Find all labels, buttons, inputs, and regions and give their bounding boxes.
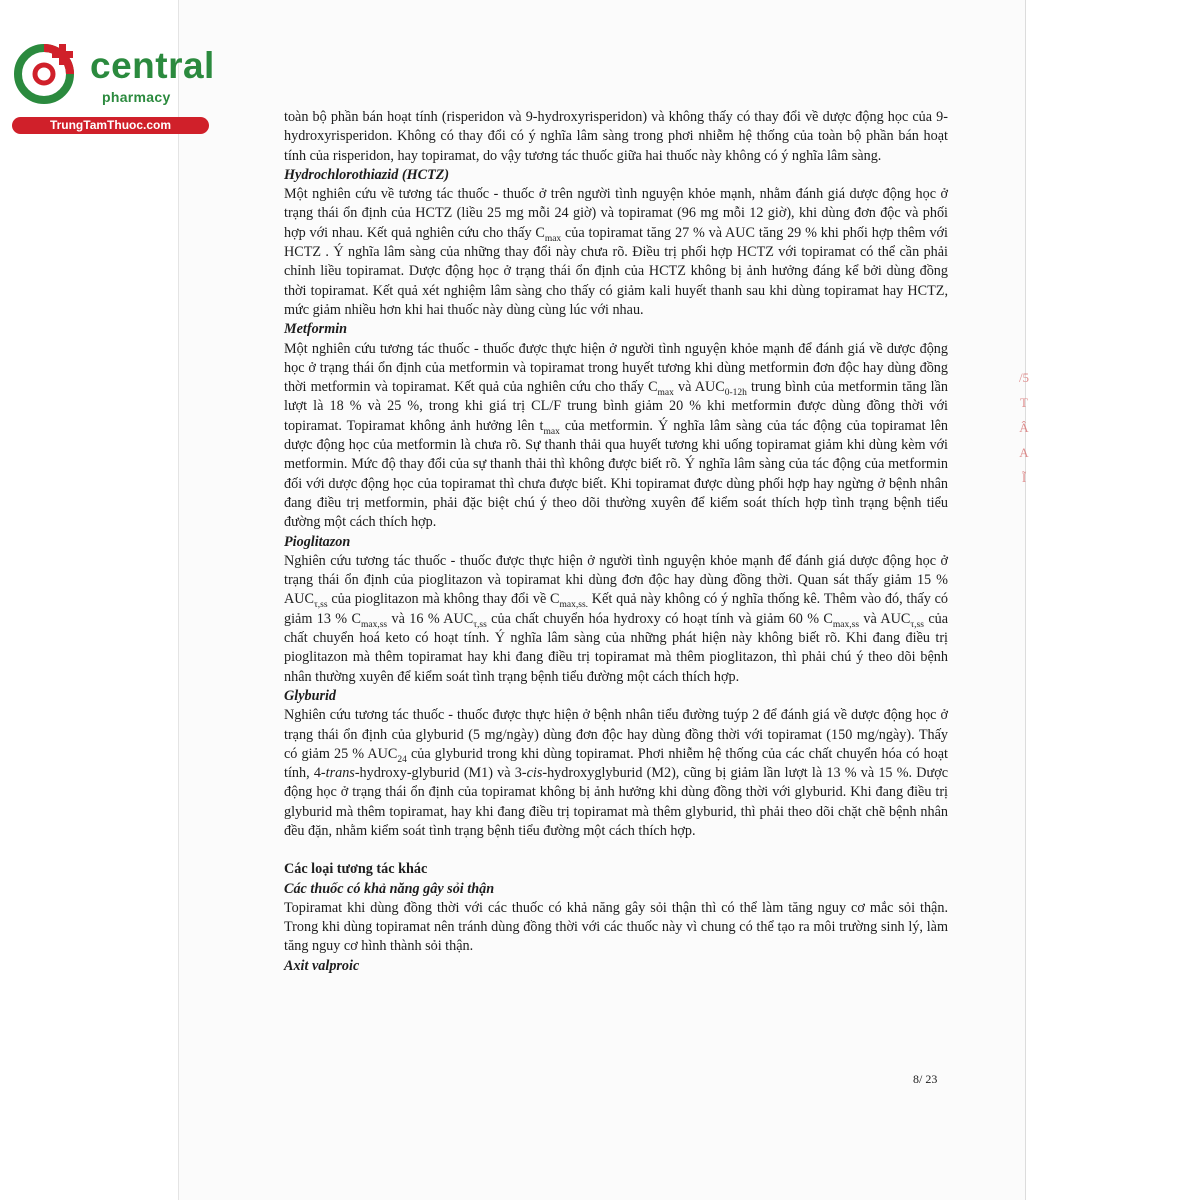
page-number: 8/ 23 <box>913 1072 938 1086</box>
heading-metformin: Metformin <box>284 321 348 338</box>
brand-subtitle: pharmacy <box>102 89 171 105</box>
paragraph-metformin: Một nghiên cứu tương tác thuốc - thuốc được thực hiện ở người tình nguyện khỏe mạnh để đánh giá về dược động học ở trạng thái ổn định của metformin và topiramat trong huyết tương khi dùng metformin đơn độc hay dùng đồng thời metformin và topiramat. Kết quả của nghiên cứu cho thấy $C_{max}$ và $AUC_{0-12h}$ trung bình của metformin tăng lần lượt là 18 % và 25 %, trong khi giá trị CL/F trung bình giảm 20 % khi metformin được dùng đồng thời với topiramat. Topiramat không ảnh hưởng lên $t_{max}$ của metformin. Ý nghĩa lâm sàng của tác động của topiramat lên dược động học của metformin là chưa rõ. Sự thanh thải qua huyết tương khi uống topiramat giảm khi dùng kèm với metformin. Mức độ thay đổi của sự thanh thải thì không được biết rõ. Ý nghĩa lâm sàng của tác động của metformin đối với dược động học của topiramat thì chưa được biết. Khi topiramat được dùng phối hợp hay ngừng ở bệnh nhân đang điều trị metformin, phải đặc biệt chú ý theo dõi thường xuyên để kiểm soát thích hợp tình trạng bệnh tiểu đường một cách thích hợp. <box>284 340 948 531</box>
side-stamp-marks <box>1014 370 1034 495</box>
document-body <box>284 108 948 976</box>
brand-logo[interactable] <box>12 38 217 138</box>
heading-valproic-acid: Axit valproic <box>284 957 360 974</box>
paragraph-intro: toàn bộ phần bán hoạt tính (risperidon và 9-hydroxyrisperidon) và không thấy có thay đổi về dược động học của 9-hydroxyrisperidon. Không có thay đổi có ý nghĩa lâm sàng trong phơi nhiễm hệ thống của toàn bộ phần bán hoạt tính của risperidon, hay topiramat, do vậy tương tác thuốc giữa hai thuốc này không có ý nghĩa lâm sàng. <box>284 109 948 164</box>
paragraph-hctz: Một nghiên cứu về tương tác thuốc - thuốc ở trên người tình nguyện khỏe mạnh, nhằm đánh giá dược động học ở trạng thái ổn định của HCTZ (liều 25 mg mỗi 24 giờ) và topiramat (96 mg mỗi 12 giờ), khi dùng đơn độc và phối hợp với nhau. Kết quả nghiên cứu cho thấy $C_{max}$ của topiramat tăng 27 % và AUC tăng 29 % khi phối hợp thêm với HCTZ . Ý nghĩa lâm sàng của những thay đổi này chưa rõ. Điều trị phối hợp HCTZ với topiramat có thể cần phải chỉnh liều topiramat. Dược động học ở trạng thái ổn định của HCTZ không bị ảnh hưởng đáng kể bởi dùng đồng thời topiramat. Kết quả xét nghiệm lâm sàng cho thấy có giảm kali huyết thanh sau khi dùng topiramat hay HCTZ, mức giảm nhiều hơn khi hai thuốc này dùng cùng lúc với nhau. <box>284 186 948 318</box>
stamp-mark: A <box>1019 445 1029 460</box>
paragraph-pioglitazon: Nghiên cứu tương tác thuốc - thuốc được thực hiện ở người tình nguyện khỏe mạnh để đánh giá dược động học ở trạng thái ổn định của pioglitazon và topiramat khi dùng đơn độc hay dùng đồng thời. Quan sát thấy giảm 15 % $AUC_{\tau,ss}$ của pioglitazon mà không thay đổi về $C_{max,ss.}$ Kết quả này không có ý nghĩa thống kê. Thêm vào đó, thấy có giảm 13 % $C_{max,ss}$ và 16 % $AUC_{\tau,ss}$ của chất chuyển hóa hydroxy có hoạt tính và giảm 60 % $C_{max,ss}$ và $AUC_{\tau,ss}$ của chất chuyển hoá keto có hoạt tính. Ý nghĩa lâm sàng của những phát hiện này không biết rõ. Khi đang điều trị pioglitazon mà thêm topiramat hay khi đang điều trị topiramat mà thêm pioglitazon, thì phải chú ý theo dõi bệnh nhân thường xuyên để kiểm soát tình trạng bệnh tiểu đường một cách thích hợp. <box>284 552 949 685</box>
heading-glyburid: Glyburid <box>284 687 337 704</box>
heading-kidney-stone-drugs: Các thuốc có khả năng gây sỏi thận <box>284 880 495 897</box>
stamp-mark: Â <box>1019 420 1029 435</box>
heading-pioglitazon: Pioglitazon <box>284 533 351 550</box>
paragraph-kidney-stone: Topiramat khi dùng đồng thời với các thuốc có khả năng gây sỏi thận thì có thể làm tăng nguy cơ mắc sỏi thận. Trong khi dùng topiramat nên tránh dùng đồng thời với các thuốc này vì chung có thể tạo ra môi trường sinh lý, làm tăng nguy cơ hình thành sỏi thận. <box>284 899 948 955</box>
heading-other-interactions: Các loại tương tác khác <box>284 861 428 878</box>
stamp-mark: /5 <box>1018 370 1030 385</box>
brand-site-link[interactable]: TrungTamThuoc.com <box>12 117 209 134</box>
brand-name: central <box>90 45 215 86</box>
section-spacer <box>284 841 948 860</box>
stamp-mark: Ĩ <box>1021 470 1027 485</box>
pharmacy-cross-logo-icon <box>12 38 82 108</box>
paragraph-glyburid: Nghiên cứu tương tác thuốc - thuốc được thực hiện ở bệnh nhân tiểu đường tuýp 2 để đánh giá về dược động học ở trạng thái ổn định của glyburid (5 mg/ngày) dùng đơn độc hay dùng đồng thời với topiramat (150 mg/ngày). Thấy có giảm 25 % $AUC_{24}$ của glyburid trong khi dùng topiramat. Phơi nhiễm hệ thống của các chất chuyển hóa có hoạt tính, 4-trans-hydroxy-glyburid (M1) và 3-cis-hydroxyglyburid (M2), cũng bị giảm lần lượt là 13 % và 15 %. Dược động học ở trạng thái ổn định của topiramat không bị ảnh hưởng khi dùng đồng thời với glyburid. Khi đang điều trị glyburid mà thêm topiramat, hay khi đang điều trị topiramat mà thêm glyburid, thì phải theo dõi chặt chẽ bệnh nhân đều đặn, nhằm kiểm soát tình trạng bệnh tiểu đường một cách thích hợp. <box>284 707 949 839</box>
stamp-mark: T <box>1020 395 1028 410</box>
heading-hctz: Hydrochlorothiazid (HCTZ) <box>284 166 450 183</box>
